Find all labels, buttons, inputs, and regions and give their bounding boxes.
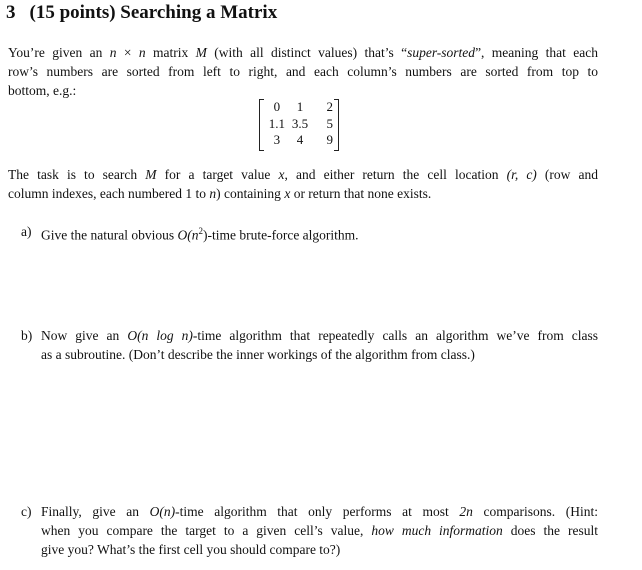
part-b-line-2: as a subroutine. (Don’t describe the inner workings of the algorithm from class.) (41, 347, 475, 362)
part-c-line-2: when you compare the target to a given cell’s value, how much information does the result (41, 523, 598, 538)
part-c (21, 502, 598, 562)
matrix-row (265, 132, 335, 149)
matrix-cell: 3 (273, 132, 281, 147)
part-c-line-1: Finally, give an O(n)-time algorithm that only performs at most 2n comparisons. (Hint: (41, 504, 598, 519)
problem-number: 3 (6, 2, 16, 23)
task-line-1: The task is to search M for a target value x, and either return the cell location (r, c) (row and (8, 167, 599, 182)
matrix-cell: 1.1 (268, 115, 285, 131)
matrix-cell: 5 (326, 115, 334, 131)
part-a-label: a) (21, 224, 32, 239)
part-a-text: Give the natural obvious $O(n^2)$-time brute-force algorithm. (41, 226, 359, 243)
matrix-cell: 3.5 (291, 115, 309, 131)
intro-paragraph (8, 43, 598, 100)
part-c-label: c) (21, 504, 32, 519)
matrix-grid (265, 99, 335, 149)
part-b-label: b) (21, 328, 33, 343)
matrix-left-bracket (259, 99, 264, 151)
intro-line-2: row’s numbers are sorted from left to right, and each column’s numbers are sorted from top to (8, 64, 598, 79)
intro-line-3: bottom, e.g.: (8, 83, 77, 98)
problem-title: (15 points) Searching a Matrix (29, 2, 278, 23)
intro-line-1: You’re given an n × n matrix M (with all distinct values) that’s “super-sorted”, meaning that each (8, 45, 599, 60)
matrix-cell: 2 (326, 99, 334, 114)
task-line-2: column indexes, each numbered 1 to n) containing x or return that none exists. (8, 186, 432, 201)
part-c-line-3: give you? What’s the first cell you should compare to?) (41, 542, 341, 557)
matrix-row (265, 99, 335, 116)
problem-heading (6, 2, 277, 24)
task-paragraph (8, 165, 598, 203)
part-b (21, 326, 598, 366)
matrix-cell: 4 (296, 132, 304, 147)
matrix-cell: 0 (273, 99, 281, 114)
matrix-cell: 1 (296, 99, 304, 114)
matrix-row (265, 116, 335, 133)
matrix-right-bracket (334, 99, 339, 151)
example-matrix (259, 99, 339, 149)
matrix-cell: 9 (326, 132, 334, 147)
part-b-line-1: Now give an O(n log n)-time algorithm that repeatedly calls an algorithm we’ve from class (41, 328, 599, 343)
